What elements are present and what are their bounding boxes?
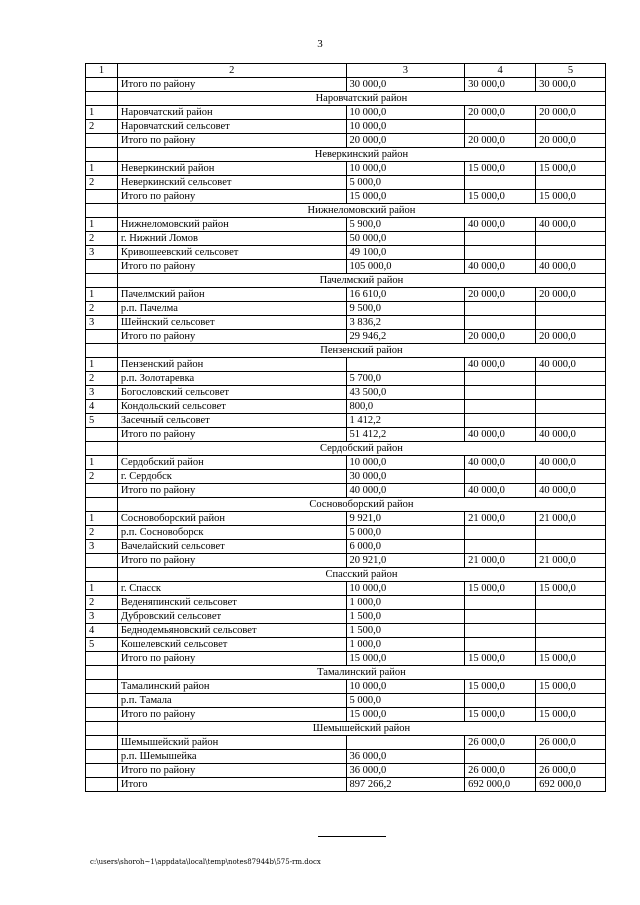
district-title: Нижнеломовский район <box>117 204 605 218</box>
row-name: Итого по району <box>117 78 346 92</box>
row-name: р.п. Тамала <box>117 694 346 708</box>
row-number: 2 <box>86 302 118 316</box>
section-spacer <box>86 344 118 358</box>
value-col5 <box>536 750 606 764</box>
row-name: Итого по району <box>117 554 346 568</box>
row-number: 2 <box>86 372 118 386</box>
row-number: 2 <box>86 176 118 190</box>
value-col5 <box>536 526 606 540</box>
row-number <box>86 190 118 204</box>
value-col5: 15 000,0 <box>536 652 606 666</box>
table-row <box>86 582 606 596</box>
section-spacer <box>86 204 118 218</box>
table-row <box>86 134 606 148</box>
value-col4 <box>465 750 536 764</box>
value-col5 <box>536 638 606 652</box>
value-col3: 40 000,0 <box>346 484 465 498</box>
row-number: 4 <box>86 624 118 638</box>
value-col4: 15 000,0 <box>465 652 536 666</box>
value-col5: 20 000,0 <box>536 106 606 120</box>
value-col3: 49 100,0 <box>346 246 465 260</box>
table-row <box>86 470 606 484</box>
table-row <box>86 680 606 694</box>
district-section-row <box>86 204 606 218</box>
row-name: Пачелмский район <box>117 288 346 302</box>
row-number: 3 <box>86 540 118 554</box>
district-title: Шемышейский район <box>117 722 605 736</box>
row-number: 1 <box>86 512 118 526</box>
table-row <box>86 652 606 666</box>
value-col3: 9 921,0 <box>346 512 465 526</box>
value-col3: 36 000,0 <box>346 750 465 764</box>
row-name: Богословский сельсовет <box>117 386 346 400</box>
value-col4 <box>465 638 536 652</box>
row-name: Тамалинский район <box>117 680 346 694</box>
value-col5: 40 000,0 <box>536 218 606 232</box>
table-row <box>86 330 606 344</box>
table-row <box>86 624 606 638</box>
value-col3: 51 412,2 <box>346 428 465 442</box>
table-row <box>86 162 606 176</box>
value-col5 <box>536 386 606 400</box>
value-col4 <box>465 400 536 414</box>
row-number <box>86 680 118 694</box>
row-name: Итого по району <box>117 764 346 778</box>
value-col4 <box>465 596 536 610</box>
value-col3: 105 000,0 <box>346 260 465 274</box>
value-col3 <box>346 358 465 372</box>
value-col4: 26 000,0 <box>465 764 536 778</box>
row-number <box>86 652 118 666</box>
row-name: Итого по району <box>117 708 346 722</box>
value-col4: 20 000,0 <box>465 134 536 148</box>
table-row <box>86 526 606 540</box>
table-row <box>86 456 606 470</box>
row-number <box>86 484 118 498</box>
table-row <box>86 218 606 232</box>
value-col5 <box>536 540 606 554</box>
row-name: Наровчатский район <box>117 106 346 120</box>
value-col5 <box>536 372 606 386</box>
row-number <box>86 260 118 274</box>
section-spacer <box>86 568 118 582</box>
value-col5: 30 000,0 <box>536 78 606 92</box>
value-col3: 29 946,2 <box>346 330 465 344</box>
value-col3: 1 500,0 <box>346 610 465 624</box>
district-section-row <box>86 722 606 736</box>
value-col4: 40 000,0 <box>465 358 536 372</box>
row-name: Итого по району <box>117 330 346 344</box>
table-row <box>86 246 606 260</box>
row-name: Итого по району <box>117 260 346 274</box>
value-col5: 40 000,0 <box>536 358 606 372</box>
value-col3: 1 500,0 <box>346 624 465 638</box>
value-col5: 15 000,0 <box>536 162 606 176</box>
row-number <box>86 750 118 764</box>
table-row <box>86 372 606 386</box>
value-col5: 692 000,0 <box>536 778 606 792</box>
row-name: р.п. Шемышейка <box>117 750 346 764</box>
section-spacer <box>86 274 118 288</box>
district-section-row <box>86 498 606 512</box>
value-col3: 897 266,2 <box>346 778 465 792</box>
row-number: 1 <box>86 358 118 372</box>
row-number <box>86 78 118 92</box>
value-col4: 692 000,0 <box>465 778 536 792</box>
value-col5: 15 000,0 <box>536 680 606 694</box>
value-col3: 15 000,0 <box>346 190 465 204</box>
row-number: 2 <box>86 470 118 484</box>
row-name: Шейнский сельсовет <box>117 316 346 330</box>
value-col4 <box>465 470 536 484</box>
row-number: 1 <box>86 162 118 176</box>
value-col4 <box>465 624 536 638</box>
value-col4 <box>465 120 536 134</box>
value-col3: 1 000,0 <box>346 638 465 652</box>
value-col4 <box>465 246 536 260</box>
value-col4: 40 000,0 <box>465 260 536 274</box>
value-col5 <box>536 316 606 330</box>
value-col5 <box>536 624 606 638</box>
value-col5: 20 000,0 <box>536 330 606 344</box>
file-path: c:\users\shoroh~1\appdata\local\temp\notes87944b\575-rm.docx <box>90 858 321 866</box>
value-col4: 30 000,0 <box>465 78 536 92</box>
row-name: Кошелевский сельсовет <box>117 638 346 652</box>
value-col5: 21 000,0 <box>536 512 606 526</box>
row-name: Итого по району <box>117 428 346 442</box>
value-col5: 15 000,0 <box>536 582 606 596</box>
value-col4 <box>465 302 536 316</box>
value-col5: 40 000,0 <box>536 428 606 442</box>
row-name: Нижнеломовский район <box>117 218 346 232</box>
column-header: 4 <box>465 64 536 78</box>
table-row <box>86 764 606 778</box>
table-row <box>86 414 606 428</box>
value-col4 <box>465 540 536 554</box>
row-number <box>86 736 118 750</box>
row-number <box>86 694 118 708</box>
value-col5: 15 000,0 <box>536 708 606 722</box>
value-col4 <box>465 526 536 540</box>
row-name: Кондольский сельсовет <box>117 400 346 414</box>
row-name: Беднодемьяновский сельсовет <box>117 624 346 638</box>
value-col5 <box>536 400 606 414</box>
value-col5: 21 000,0 <box>536 554 606 568</box>
district-section-row <box>86 92 606 106</box>
value-col3: 30 000,0 <box>346 78 465 92</box>
row-number: 3 <box>86 316 118 330</box>
row-name: Наровчатский сельсовет <box>117 120 346 134</box>
funding-table <box>85 63 606 792</box>
value-col3: 9 500,0 <box>346 302 465 316</box>
value-col5 <box>536 596 606 610</box>
row-number: 2 <box>86 596 118 610</box>
value-col3: 1 412,2 <box>346 414 465 428</box>
district-title: Тамалинский район <box>117 666 605 680</box>
row-number: 5 <box>86 638 118 652</box>
row-number: 2 <box>86 120 118 134</box>
value-col3: 10 000,0 <box>346 582 465 596</box>
footer-divider <box>318 836 386 837</box>
row-number <box>86 428 118 442</box>
table-row <box>86 386 606 400</box>
district-section-row <box>86 274 606 288</box>
section-spacer <box>86 442 118 456</box>
row-name: Итого <box>117 778 346 792</box>
table-row <box>86 708 606 722</box>
value-col5 <box>536 302 606 316</box>
table-row <box>86 176 606 190</box>
page-number: 3 <box>317 38 323 50</box>
value-col3: 15 000,0 <box>346 652 465 666</box>
value-col5 <box>536 246 606 260</box>
section-spacer <box>86 148 118 162</box>
value-col3: 800,0 <box>346 400 465 414</box>
column-header: 1 <box>86 64 118 78</box>
row-name: Кривошеевский сельсовет <box>117 246 346 260</box>
row-number: 2 <box>86 526 118 540</box>
value-col3: 15 000,0 <box>346 708 465 722</box>
value-col5: 15 000,0 <box>536 190 606 204</box>
value-col4: 40 000,0 <box>465 456 536 470</box>
district-section-row <box>86 148 606 162</box>
row-name: г. Нижний Ломов <box>117 232 346 246</box>
value-col3: 10 000,0 <box>346 106 465 120</box>
row-name: Итого по району <box>117 134 346 148</box>
table-row <box>86 512 606 526</box>
row-name: Дубровский сельсовет <box>117 610 346 624</box>
row-name: Итого по району <box>117 190 346 204</box>
value-col3: 5 900,0 <box>346 218 465 232</box>
table-row <box>86 554 606 568</box>
value-col4: 40 000,0 <box>465 218 536 232</box>
value-col4: 20 000,0 <box>465 288 536 302</box>
value-col4: 15 000,0 <box>465 190 536 204</box>
table-row <box>86 694 606 708</box>
value-col3: 10 000,0 <box>346 120 465 134</box>
row-name: г. Спасск <box>117 582 346 596</box>
row-number: 1 <box>86 288 118 302</box>
table-row <box>86 120 606 134</box>
value-col4 <box>465 414 536 428</box>
row-name: р.п. Золотаревка <box>117 372 346 386</box>
column-header: 3 <box>346 64 465 78</box>
table-row <box>86 540 606 554</box>
column-header: 5 <box>536 64 606 78</box>
table-row <box>86 596 606 610</box>
value-col5 <box>536 610 606 624</box>
table-row <box>86 288 606 302</box>
row-name: р.п. Сосновоборск <box>117 526 346 540</box>
district-title: Неверкинский район <box>117 148 605 162</box>
section-spacer <box>86 92 118 106</box>
column-header: 2 <box>117 64 346 78</box>
row-number: 3 <box>86 386 118 400</box>
row-name: Вачелайский сельсовет <box>117 540 346 554</box>
table-row <box>86 106 606 120</box>
value-col3: 43 500,0 <box>346 386 465 400</box>
table-row <box>86 316 606 330</box>
table-row <box>86 610 606 624</box>
value-col5: 40 000,0 <box>536 484 606 498</box>
value-col5 <box>536 120 606 134</box>
value-col3: 50 000,0 <box>346 232 465 246</box>
section-spacer <box>86 722 118 736</box>
value-col5 <box>536 414 606 428</box>
table-row <box>86 358 606 372</box>
district-title: Пензенский район <box>117 344 605 358</box>
district-title: Наровчатский район <box>117 92 605 106</box>
table-row <box>86 428 606 442</box>
value-col4 <box>465 610 536 624</box>
row-name: р.п. Пачелма <box>117 302 346 316</box>
row-name: Шемышейский район <box>117 736 346 750</box>
value-col5 <box>536 232 606 246</box>
district-title: Сердобский район <box>117 442 605 456</box>
row-number: 1 <box>86 456 118 470</box>
district-title: Сосновоборский район <box>117 498 605 512</box>
value-col4: 15 000,0 <box>465 582 536 596</box>
row-name: г. Сердобск <box>117 470 346 484</box>
district-section-row <box>86 344 606 358</box>
value-col4: 26 000,0 <box>465 736 536 750</box>
value-col3: 6 000,0 <box>346 540 465 554</box>
value-col3: 5 000,0 <box>346 694 465 708</box>
row-number: 1 <box>86 218 118 232</box>
district-title: Пачелмский район <box>117 274 605 288</box>
row-name: Засечный сельсовет <box>117 414 346 428</box>
table-row <box>86 400 606 414</box>
table-row <box>86 484 606 498</box>
value-col3: 10 000,0 <box>346 162 465 176</box>
row-number <box>86 708 118 722</box>
value-col3: 36 000,0 <box>346 764 465 778</box>
value-col4 <box>465 694 536 708</box>
value-col5: 20 000,0 <box>536 134 606 148</box>
district-title: Спасский район <box>117 568 605 582</box>
row-name: Неверкинский сельсовет <box>117 176 346 190</box>
row-name: Веденяпинский сельсовет <box>117 596 346 610</box>
table-row <box>86 190 606 204</box>
value-col3: 5 000,0 <box>346 176 465 190</box>
row-name: Итого по району <box>117 652 346 666</box>
row-number <box>86 134 118 148</box>
row-name: Пензенский район <box>117 358 346 372</box>
table-row <box>86 750 606 764</box>
value-col5 <box>536 694 606 708</box>
value-col4: 40 000,0 <box>465 484 536 498</box>
row-name: Неверкинский район <box>117 162 346 176</box>
table-row <box>86 232 606 246</box>
row-number <box>86 554 118 568</box>
row-number <box>86 330 118 344</box>
value-col5 <box>536 176 606 190</box>
table-row <box>86 736 606 750</box>
value-col3: 3 836,2 <box>346 316 465 330</box>
value-col3 <box>346 736 465 750</box>
value-col3: 16 610,0 <box>346 288 465 302</box>
row-name: Сосновоборский район <box>117 512 346 526</box>
value-col3: 1 000,0 <box>346 596 465 610</box>
value-col3: 5 000,0 <box>346 526 465 540</box>
value-col4: 15 000,0 <box>465 708 536 722</box>
value-col4 <box>465 232 536 246</box>
value-col3: 5 700,0 <box>346 372 465 386</box>
value-col5: 26 000,0 <box>536 764 606 778</box>
value-col4: 20 000,0 <box>465 106 536 120</box>
value-col4: 20 000,0 <box>465 330 536 344</box>
row-number <box>86 778 118 792</box>
value-col4 <box>465 372 536 386</box>
district-section-row <box>86 568 606 582</box>
row-number: 3 <box>86 246 118 260</box>
value-col3: 30 000,0 <box>346 470 465 484</box>
value-col4 <box>465 316 536 330</box>
value-col4: 21 000,0 <box>465 512 536 526</box>
table-header-row <box>86 64 606 78</box>
value-col5 <box>536 470 606 484</box>
value-col5: 26 000,0 <box>536 736 606 750</box>
district-section-row <box>86 666 606 680</box>
value-col4: 15 000,0 <box>465 680 536 694</box>
value-col4 <box>465 176 536 190</box>
value-col5: 40 000,0 <box>536 456 606 470</box>
value-col5: 40 000,0 <box>536 260 606 274</box>
value-col3: 20 000,0 <box>346 134 465 148</box>
value-col4 <box>465 386 536 400</box>
district-section-row <box>86 442 606 456</box>
row-number: 2 <box>86 232 118 246</box>
value-col3: 20 921,0 <box>346 554 465 568</box>
row-number: 5 <box>86 414 118 428</box>
row-number <box>86 764 118 778</box>
table-row <box>86 302 606 316</box>
section-spacer <box>86 666 118 680</box>
value-col4: 21 000,0 <box>465 554 536 568</box>
table-row <box>86 78 606 92</box>
value-col4: 40 000,0 <box>465 428 536 442</box>
row-name: Сердобский район <box>117 456 346 470</box>
value-col4: 15 000,0 <box>465 162 536 176</box>
section-spacer <box>86 498 118 512</box>
row-number: 4 <box>86 400 118 414</box>
row-number: 1 <box>86 106 118 120</box>
row-number: 1 <box>86 582 118 596</box>
row-name: Итого по району <box>117 484 346 498</box>
table-row <box>86 638 606 652</box>
row-number: 3 <box>86 610 118 624</box>
value-col3: 10 000,0 <box>346 680 465 694</box>
value-col3: 10 000,0 <box>346 456 465 470</box>
table-row <box>86 778 606 792</box>
table-row <box>86 260 606 274</box>
value-col5: 20 000,0 <box>536 288 606 302</box>
